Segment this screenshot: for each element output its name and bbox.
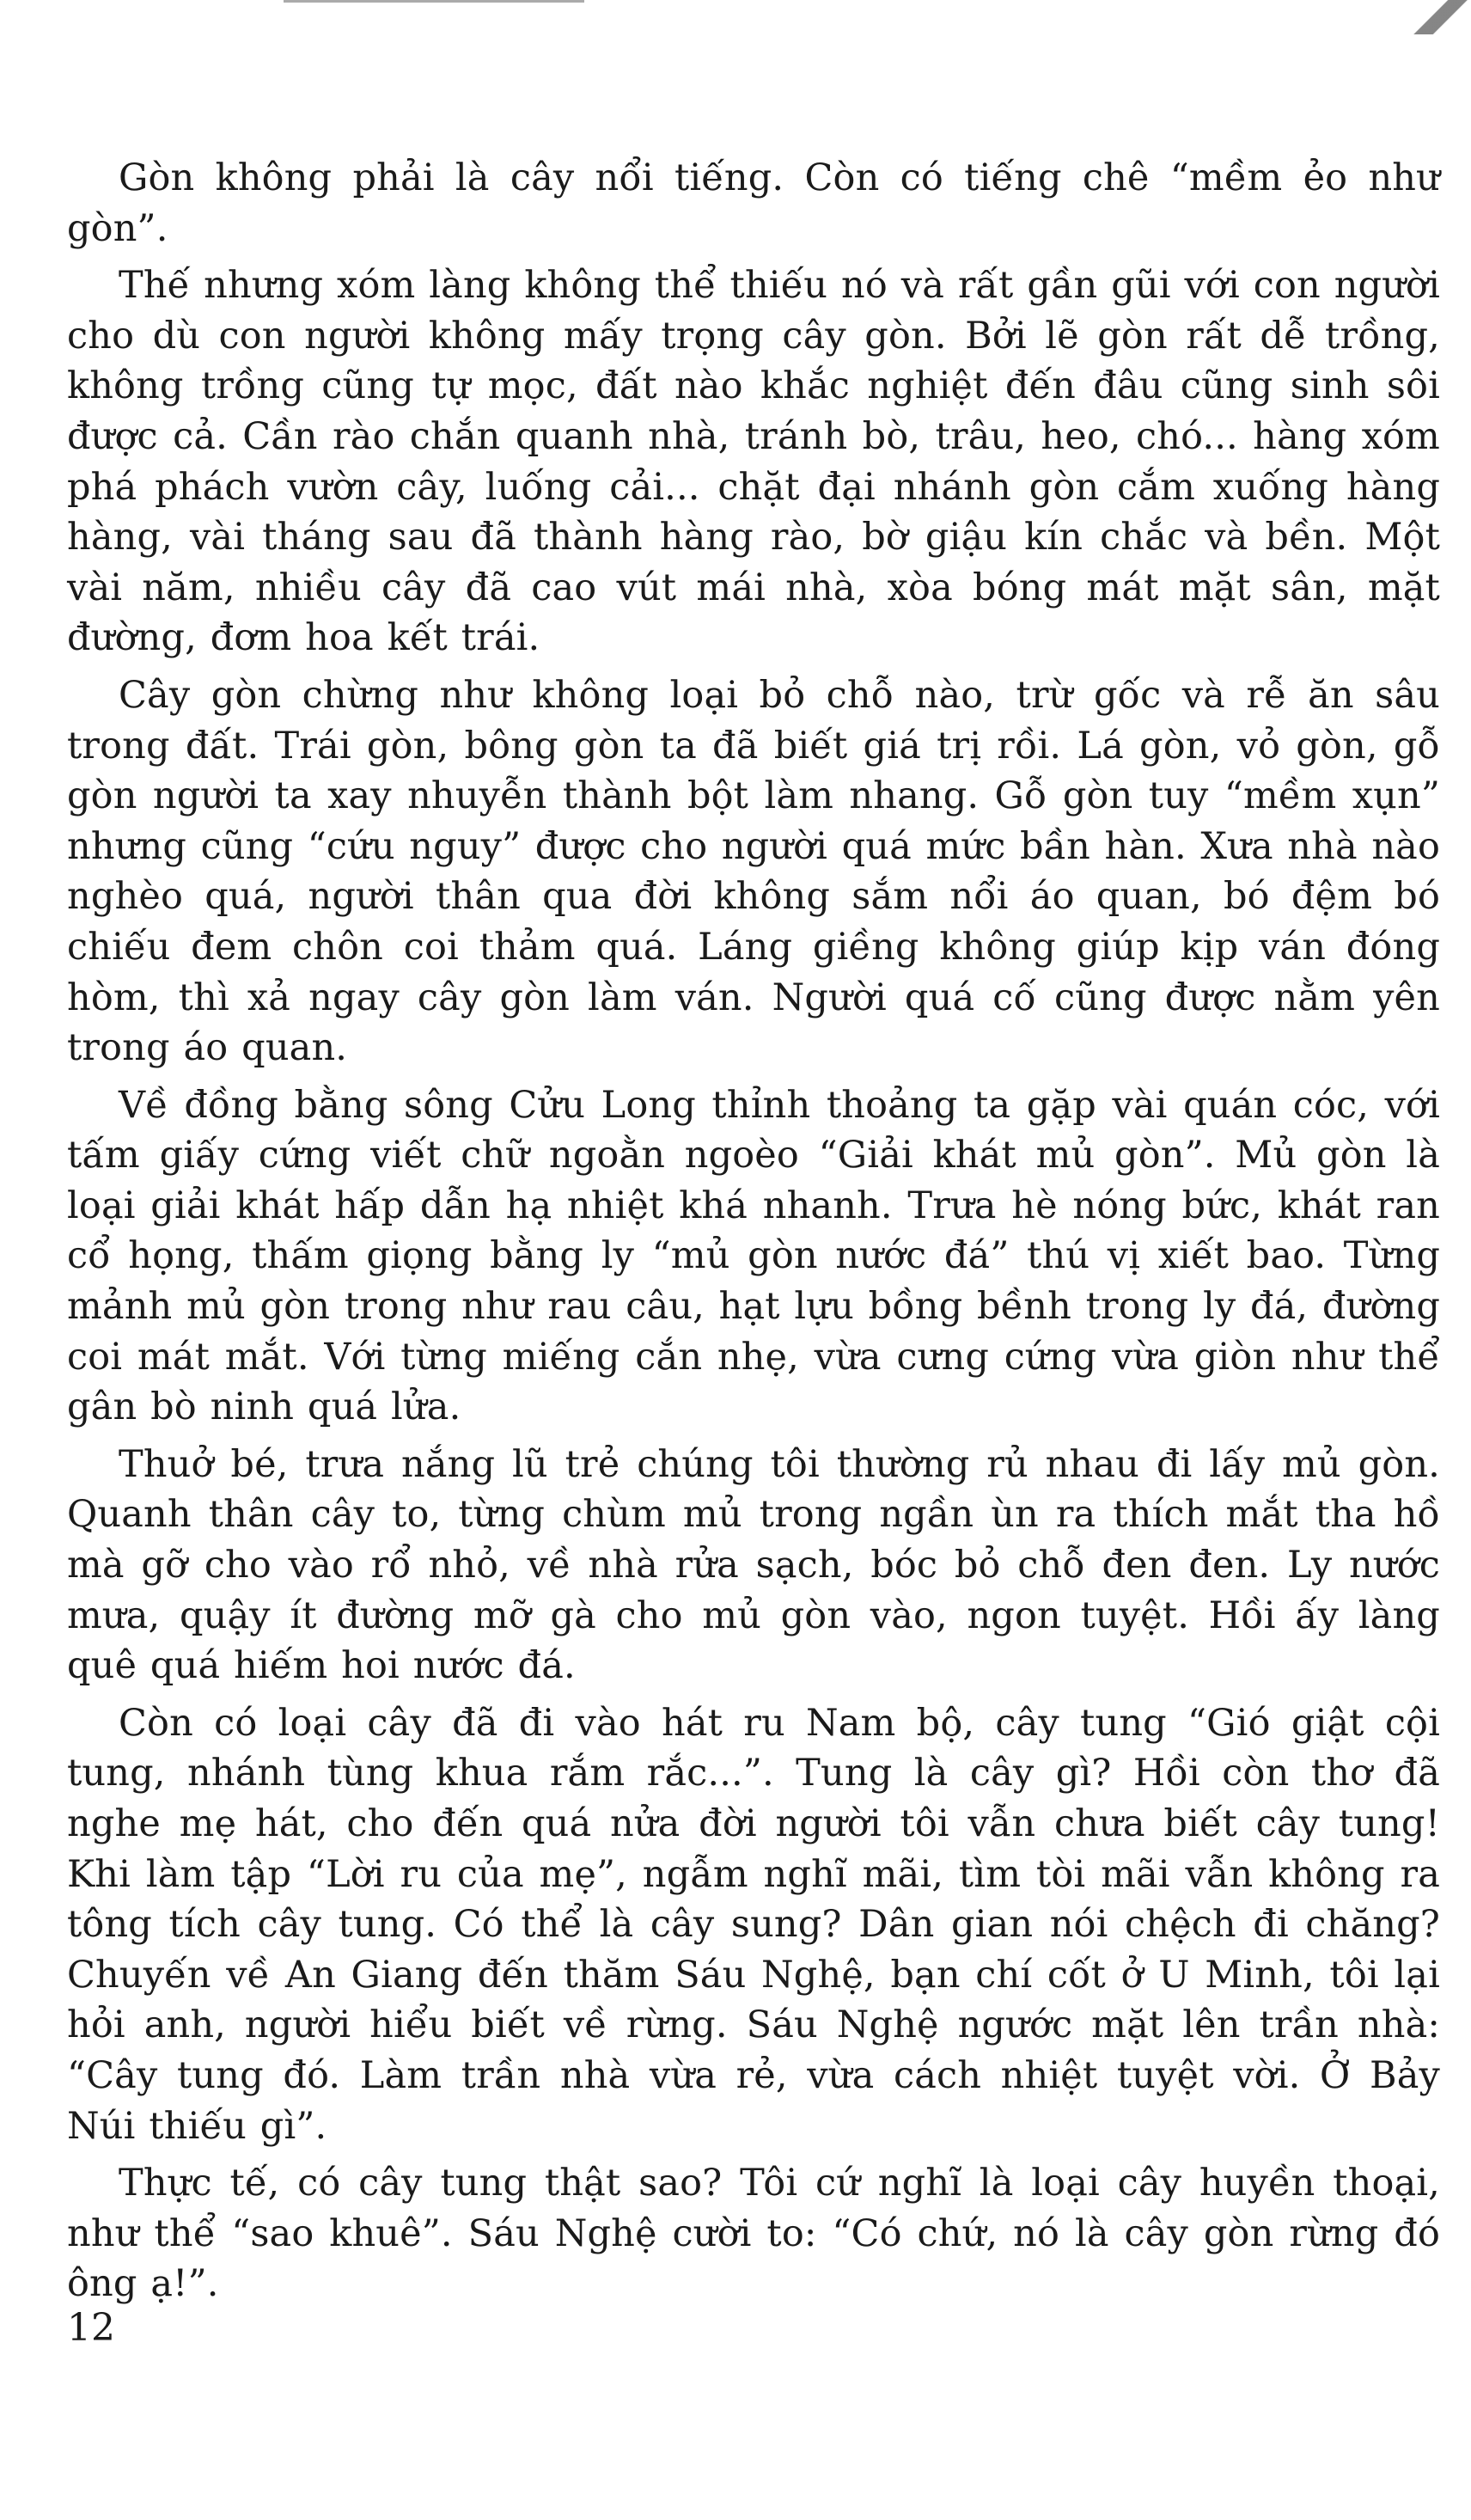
- paragraph-6: Còn có loại cây đã đi vào hát ru Nam bộ, cây tung “Gió giật cội tung, nhánh tùng khua rắm rắc...”. Tung là cây gì? Hồi còn thơ đã nghe mẹ hát, cho đến quá nửa đời người tôi vẫn chưa biết cây tung! Khi làm tập “Lời ru của mẹ”, ngẫm nghĩ mãi, tìm tòi mãi vẫn không ra tông tích cây tung. Có thể là cây sung? Dân gian nói chệch đi chăng? Chuyến về An Giang đến thăm Sáu Nghệ, bạn chí cốt ở U Minh, tôi lại hỏi anh, người hiểu biết về rừng. Sáu Nghệ ngước mặt lên trần nhà: “Cây tung đó. Làm trần nhà vừa rẻ, vừa cách nhiệt tuyệt vời. Ở Bảy Núi thiếu gì”.: [67, 1701, 1440, 2148]
- scan-corner-mark: [1376, 0, 1471, 34]
- paragraph-4: Về đồng bằng sông Cửu Long thỉnh thoảng ta gặp vài quán cóc, với tấm giấy cứng viết chữ ngoằn ngoèo “Giải khát mủ gòn”. Mủ gòn là loại giải khát hấp dẫn hạ nhiệt khá nhanh. Trưa hè nóng bức, khát ran cổ họng, thấm giọng bằng ly “mủ gòn nước đá” thú vị xiết bao. Từng mảnh mủ gòn trong như rau câu, hạt lựu bồng bềnh trong ly đá, đường coi mát mắt. Với từng miếng cắn nhẹ, vừa cưng cứng vừa giòn như thể gân bò ninh quá lửa.: [67, 1083, 1440, 1429]
- paragraph-2: Thế nhưng xóm làng không thể thiếu nó và rất gần gũi với con người cho dù con người không mấy trọng cây gòn. Bởi lẽ gòn rất dễ trồng, không trồng cũng tự mọc, đất nào khắc nghiệt đến đâu cũng sinh sôi được cả. Cần rào chắn quanh nhà, tránh bò, trâu, heo, chó... hàng xóm phá phách vườn cây, luống cải... chặt đại nhánh gòn cắm xuống hàng hàng, vài tháng sau đã thành hàng rào, bờ giậu kín chắc và bền. Một vài năm, nhiều cây đã cao vút mái nhà, xòa bóng mát mặt sân, mặt đường, đơm hoa kết trái.: [67, 264, 1440, 660]
- paragraph-7: Thực tế, có cây tung thật sao? Tôi cứ nghĩ là loại cây huyền thoại, như thể “sao khuê”. Sáu Nghệ cười to: “Có chứ, nó là cây gòn rừng đó ông ạ!”.: [67, 2162, 1440, 2306]
- body-text: [67, 153, 1440, 2316]
- page-number: 12: [67, 2306, 115, 2350]
- top-edge-rule: [284, 0, 584, 3]
- paragraph-1: Gòn không phải là cây nổi tiếng. Còn có tiếng chê “mềm ẻo như gòn”.: [67, 156, 1440, 250]
- paragraph-3: Cây gòn chừng như không loại bỏ chỗ nào, trừ gốc và rễ ăn sâu trong đất. Trái gòn, bông gòn ta đã biết giá trị rồi. Lá gòn, vỏ gòn, gỗ gòn người ta xay nhuyễn thành bột làm nhang. Gỗ gòn tuy “mềm xụn” nhưng cũng “cứu nguy” được cho người quá mức bần hàn. Xưa nhà nào nghèo quá, người thân qua đời không sắm nổi áo quan, bó đệm bó chiếu đem chôn coi thảm quá. Láng giềng không giúp kịp ván đóng hòm, thì xả ngay cây gòn làm ván. Người quá cố cũng được nằm yên trong áo quan.: [67, 673, 1440, 1070]
- paragraph-5: Thuở bé, trưa nắng lũ trẻ chúng tôi thường rủ nhau đi lấy mủ gòn. Quanh thân cây to, từng chùm mủ trong ngần ùn ra thích mắt tha hồ mà gỡ cho vào rổ nhỏ, về nhà rửa sạch, bóc bỏ chỗ đen đen. Ly nước mưa, quậy ít đường mỡ gà cho mủ gòn vào, ngon tuyệt. Hồi ấy làng quê quá hiếm hoi nước đá.: [67, 1442, 1440, 1688]
